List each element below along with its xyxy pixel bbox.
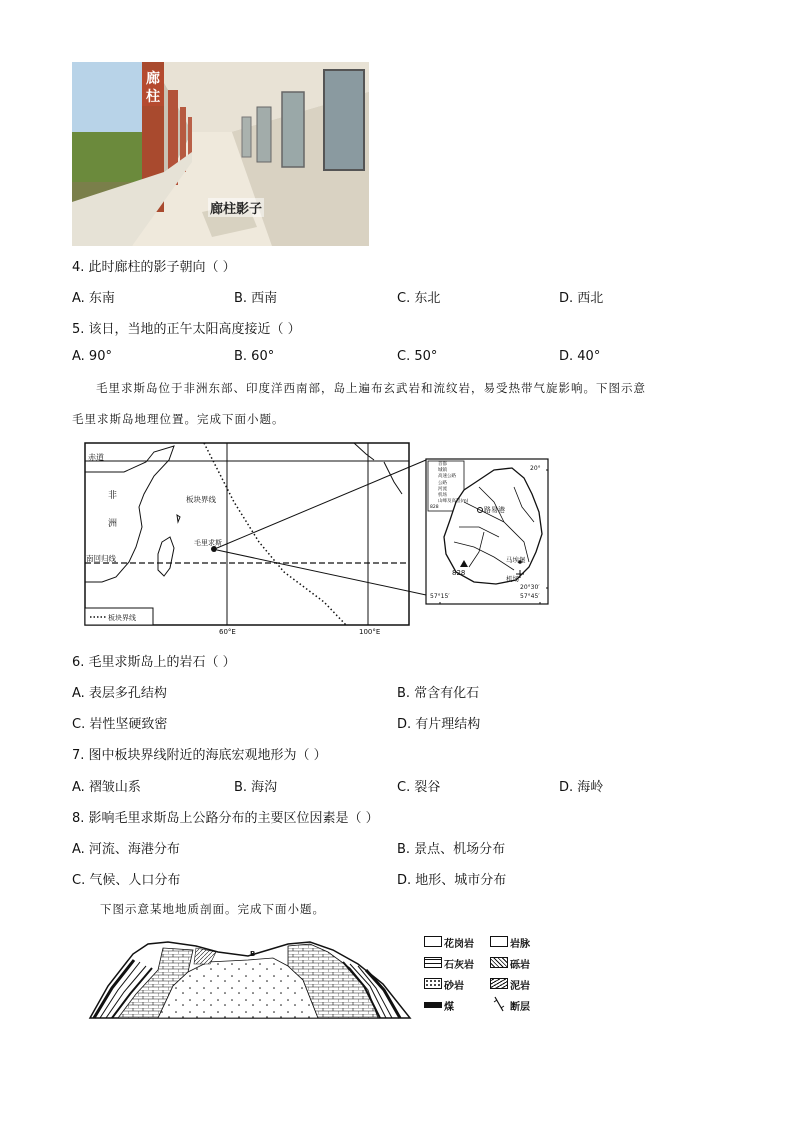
q8-option-a[interactable]: A. 河流、海港分布 xyxy=(72,842,180,857)
map-lon-60-label: 60°E xyxy=(219,628,236,636)
inset-legend-road: 公路 xyxy=(438,480,447,486)
legend-sandstone: 砂岩 xyxy=(444,981,464,992)
legend-coal-symbol xyxy=(424,1002,442,1008)
map-legend-boundary-label: 板块界线 xyxy=(108,614,136,622)
pillar-label-line2: 柱 xyxy=(146,89,160,105)
legend-granite-symbol xyxy=(424,936,442,947)
inset-legend xyxy=(438,462,468,505)
legend-mudstone: 泥岩 xyxy=(510,981,530,992)
q6-option-d[interactable]: D. 有片理结构 xyxy=(397,717,481,732)
corridor-photo-drawing xyxy=(72,62,369,246)
map-mauritius-label: 毛里求斯 xyxy=(194,539,222,547)
q8-option-d[interactable]: D. 地形、城市分布 xyxy=(397,873,507,888)
question-8-stem: 8. 影响毛里求斯岛上公路分布的主要区位因素是（ ） xyxy=(72,811,379,826)
legend-conglomerate: 砾岩 xyxy=(510,960,530,971)
inset-legend-highway: 高速公路 xyxy=(438,474,456,480)
question-6-stem: 6. 毛里求斯岛上的岩石（ ） xyxy=(72,655,236,670)
cross-section-legend xyxy=(424,936,544,1016)
pillar-label xyxy=(142,70,164,106)
q7-option-b[interactable]: B. 海沟 xyxy=(234,780,278,795)
legend-limestone: 石灰岩 xyxy=(444,960,474,971)
inset-legend-peak-sample: 828 xyxy=(430,505,439,510)
legend-limestone-symbol xyxy=(424,957,442,968)
geologic-cross-section xyxy=(88,936,414,1022)
intro-1-line-1: 毛里求斯岛位于非洲东部、印度洋西南部，岛上遍布玄武岩和流纹岩，易受热带气旋影响。下图示意 xyxy=(96,381,646,395)
q5-option-b[interactable]: B. 60° xyxy=(234,349,275,364)
shadow-label: 廊柱影子 xyxy=(208,198,264,217)
inset-lon-57-15-label: 57°15′ xyxy=(430,593,450,600)
legend-fault: 断层 xyxy=(510,1002,530,1013)
legend-granite: 花岗岩 xyxy=(444,939,474,950)
q5-option-a[interactable]: A. 90° xyxy=(72,349,112,364)
q8-option-b[interactable]: B. 景点、机场分布 xyxy=(397,842,506,857)
map-equator-label: 赤道 xyxy=(88,453,104,462)
inset-lat-20-label: 20° xyxy=(530,465,541,472)
map-plate-boundary-label: 板块界线 xyxy=(186,495,216,504)
inset-capital-label: 路易港 xyxy=(484,506,505,514)
q6-option-a[interactable]: A. 表层多孔结构 xyxy=(72,686,167,701)
legend-dike-symbol xyxy=(490,936,508,947)
inset-town-label: 马埃堡 xyxy=(506,556,526,564)
q6-option-b[interactable]: B. 常含有化石 xyxy=(397,686,480,701)
map-africa-label-1: 非 xyxy=(108,491,118,501)
inset-legend-river: 河流 xyxy=(438,486,447,492)
inset-lat-20-30-label: 20°30′ xyxy=(520,584,540,591)
pillar-label-line1: 廊 xyxy=(146,71,160,87)
q4-option-a[interactable]: A. 东南 xyxy=(72,291,115,306)
map-lon-100-label: 100°E xyxy=(359,628,381,636)
q4-option-b[interactable]: B. 西南 xyxy=(234,291,278,306)
legend-coal: 煤 xyxy=(444,1002,454,1013)
inset-legend-peak: 山峰及高程(m) xyxy=(438,499,469,505)
intro-1-line-2: 毛里求斯岛地理位置。完成下面小题。 xyxy=(72,412,285,426)
q8-option-c[interactable]: C. 气候、人口分布 xyxy=(72,873,181,888)
question-7-stem: 7. 图中板块界线附近的海底宏观地形为（ ） xyxy=(72,748,327,763)
inset-legend-capital: 首都 xyxy=(438,462,447,467)
q5-option-d[interactable]: D. 40° xyxy=(559,349,601,364)
q4-option-c[interactable]: C. 东北 xyxy=(397,291,441,306)
q7-option-d[interactable]: D. 海岭 xyxy=(559,780,604,795)
inset-legend-airport: 机场 xyxy=(438,493,447,499)
q4-option-d[interactable]: D. 西北 xyxy=(559,291,604,306)
legend-mudstone-symbol xyxy=(490,978,508,989)
question-4-stem: 4. 此时廊柱的影子朝向（ ） xyxy=(72,260,236,275)
legend-conglomerate-symbol xyxy=(490,957,508,968)
legend-fault-symbol xyxy=(492,996,506,1012)
inset-legend-town: 城镇 xyxy=(438,468,447,474)
q5-option-c[interactable]: C. 50° xyxy=(397,349,438,364)
q7-option-c[interactable]: C. 裂谷 xyxy=(397,780,441,795)
cross-section-point-label: B xyxy=(250,950,256,958)
mauritius-location-map xyxy=(84,442,550,638)
corridor-photo xyxy=(72,62,369,246)
intro-2: 下图示意某地地质剖面。完成下面小题。 xyxy=(100,902,325,916)
question-5-stem: 5. 该日，当地的正午太阳高度接近（ ） xyxy=(72,322,301,337)
inset-peak-label: 828 xyxy=(452,569,466,577)
q7-option-a[interactable]: A. 褶皱山系 xyxy=(72,780,141,795)
map-africa-label-2: 洲 xyxy=(108,519,118,529)
inset-lon-57-45-label: 57°45′ xyxy=(520,593,540,600)
legend-dike: 岩脉 xyxy=(510,939,530,950)
inset-airport-label: 机场 xyxy=(506,575,519,583)
legend-sandstone-symbol xyxy=(424,978,442,989)
q6-option-c[interactable]: C. 岩性坚硬致密 xyxy=(72,717,168,732)
map-tropic-label: 南回归线 xyxy=(86,554,116,563)
